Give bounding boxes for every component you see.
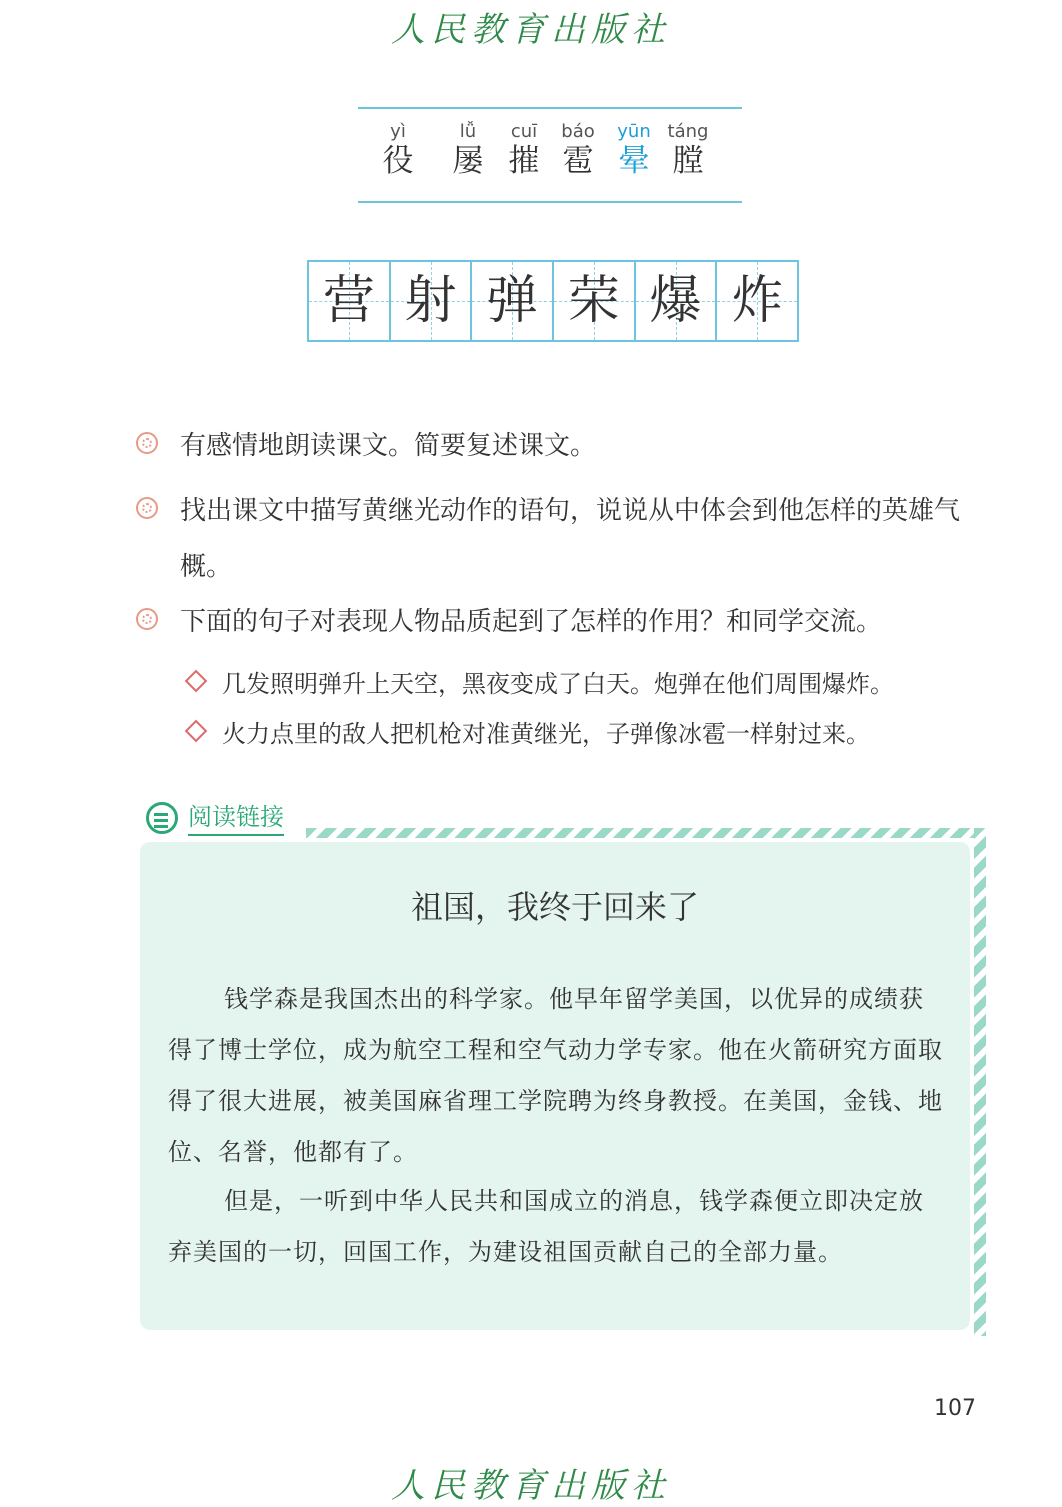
question-text: 有感情地朗读课文。简要复述课文。 xyxy=(180,431,597,461)
writing-cell xyxy=(470,262,552,340)
character: 役 xyxy=(382,143,414,179)
vocab-item xyxy=(554,121,602,179)
vocab-item xyxy=(444,121,492,179)
reading-link-label: 阅读链接 xyxy=(188,800,284,836)
writing-cell xyxy=(634,262,716,340)
character: 摧 xyxy=(508,143,540,179)
question-1 xyxy=(136,418,996,474)
pinyin: yūn xyxy=(617,121,651,142)
stripe-border-top xyxy=(306,828,986,838)
reading-paragraph-2 xyxy=(168,1176,948,1278)
pinyin: táng xyxy=(667,121,709,142)
writing-character: 荣 xyxy=(567,271,620,331)
vocabulary-box xyxy=(358,107,742,203)
pinyin: báo xyxy=(561,121,595,142)
reading-paragraph-1 xyxy=(168,974,948,1178)
publisher-logo-bottom: 人民教育出版社 xyxy=(391,1466,671,1506)
character: 晕 xyxy=(618,143,650,179)
page-number: 107 xyxy=(934,1396,976,1421)
stripe-border-right xyxy=(974,828,986,1336)
pinyin: yì xyxy=(390,121,406,142)
writing-character: 弹 xyxy=(486,271,539,331)
book-icon xyxy=(146,802,178,834)
pinyin: lǚ xyxy=(459,121,477,142)
writing-character: 炸 xyxy=(731,271,784,331)
reading-link-card xyxy=(140,842,970,1330)
writing-grid xyxy=(307,260,799,342)
writing-character: 射 xyxy=(404,271,457,331)
seal-bullet-icon xyxy=(136,497,158,519)
writing-cell xyxy=(309,262,389,340)
sentence-text: 火力点里的敌人把机枪对准黄继光，子弹像冰雹一样射过来。 xyxy=(222,720,870,748)
diamond-bullet-icon xyxy=(185,670,208,693)
writing-cell xyxy=(715,262,797,340)
question-2 xyxy=(136,483,996,595)
sentence-1 xyxy=(186,664,986,704)
seal-bullet-icon xyxy=(136,608,158,630)
writing-cell xyxy=(552,262,634,340)
pinyin: cuī xyxy=(510,121,538,142)
question-text: 找出课文中描写黄继光动作的语句，说说从中体会到他怎样的英雄气概。 xyxy=(180,496,961,582)
character: 屡 xyxy=(452,143,484,179)
vocab-item xyxy=(374,121,422,179)
writing-character: 爆 xyxy=(649,271,702,331)
paragraph-text: 钱学森是我国杰出的科学家。他早年留学美国，以优异的成绩获得了博士学位，成为航空工程和空气动力学专家。他在火箭研究方面取得了很大进展，被美国麻省理工学院聘为终身教授。在美国，金钱、地位、名誉，他都有了。 xyxy=(168,985,943,1166)
sentence-2 xyxy=(186,714,986,754)
reading-title: 祖国，我终于回来了 xyxy=(410,888,699,926)
writing-cell xyxy=(389,262,471,340)
vocab-item-highlighted xyxy=(610,121,658,179)
publisher-logo-top: 人民教育出版社 xyxy=(391,10,671,50)
diamond-bullet-icon xyxy=(185,720,208,743)
vocab-item xyxy=(664,121,712,179)
character: 雹 xyxy=(562,143,594,179)
question-text: 下面的句子对表现人物品质起到了怎样的作用？和同学交流。 xyxy=(180,607,883,637)
seal-bullet-icon xyxy=(136,432,158,454)
vocab-item xyxy=(500,121,548,179)
question-3 xyxy=(136,594,996,650)
sentence-text: 几发照明弹升上天空，黑夜变成了白天。炮弹在他们周围爆炸。 xyxy=(222,670,894,698)
writing-character: 营 xyxy=(322,271,375,331)
paragraph-text: 但是，一听到中华人民共和国成立的消息，钱学森便立即决定放弃美国的一切，回国工作，为建设祖国贡献自己的全部力量。 xyxy=(168,1187,924,1266)
character: 膛 xyxy=(672,143,704,179)
